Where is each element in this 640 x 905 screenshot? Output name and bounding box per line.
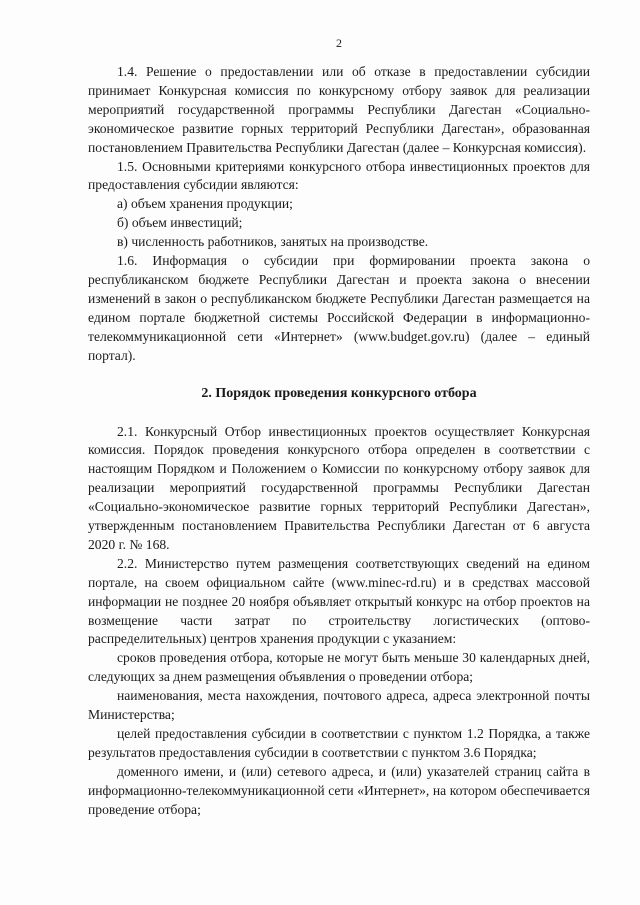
announcement-item: целей предоставления субсидии в соответствии с пунктом 1.2 Порядка, а также результатов предоставления субсидии в соответствии с пунктом 3.6 Порядка; bbox=[88, 726, 590, 760]
page-number: 2 bbox=[336, 36, 342, 50]
paragraph-2-1: 2.1. Конкурсный Отбор инвестиционных проектов осуществляет Конкурсная комиссия. Порядок проведения конкурсного отбора определен в соответствии с настоящим Порядком и Положением о Комиссии по конкурсному отбору заявок для реализации мероприятий государственной программы Республики Дагестан «Социально-экономическое развитие горных территорий Республики Дагестан», утвержденным постановлением Правительства Республики Дагестан от 6 августа 2020 г. № 168. bbox=[88, 423, 590, 552]
criterion-item: а) объем хранения продукции; bbox=[117, 196, 293, 212]
announcement-item: сроков проведения отбора, которые не могут быть меньше 30 календарных дней, следующих за днем размещения объявления о проведении отбора; bbox=[88, 650, 590, 685]
criterion-item: б) объем инвестиций; bbox=[117, 215, 243, 231]
announcement-item: наименования, места нахождения, почтового адреса, адреса электронной почты Министерства; bbox=[88, 688, 590, 723]
paragraph-1-6: 1.6. Информация о субсидии при формировании проекта закона о республиканском бюджете Республики Дагестан и проекта закона о внесении изменений в закон о республиканском бюджете Республики Дагестан размещается на едином портале бюджетной системы Российской Федерации в информационно-телекоммуникационной сети «Интернет» (www.budget.gov.ru) (далее – единый портал). bbox=[88, 253, 590, 363]
paragraph-1-4: 1.4. Решение о предоставлении или об отказе в предоставлении субсидии принимает Конкурсная комиссия по конкурсному отбору заявок для реализации мероприятий государственной программы Республики Дагестан «Социально-экономическое развитие горных территорий Республики Дагестан», образованная постановлением Правительства Республики Дагестан (далее – Конкурсная комиссия). bbox=[88, 64, 590, 155]
criterion-item: в) численность работников, занятых на производстве. bbox=[117, 234, 429, 250]
paragraph-1-5: 1.5. Основными критериями конкурсного отбора инвестиционных проектов для предоставления субсидии являются: bbox=[88, 158, 590, 193]
announcement-item: доменного имени, и (или) сетевого адреса, и (или) указателей страниц сайта в информационно-телекоммуникационной сети «Интернет», на котором обеспечивается проведение отбора; bbox=[88, 763, 590, 817]
section-heading: 2. Порядок проведения конкурсного отбора bbox=[201, 385, 477, 401]
paragraph-2-2: 2.2. Министерство путем размещения соответствующих сведений на едином портале, на своем официальном сайте (www.minec-rd.ru) и в средствах массовой информации не позднее 20 ноября объявляет открытый конкурс на отбор проектов на возмещение части затрат по строительству логистических (оптово-распределительных) центров хранения продукции с указанием: bbox=[88, 555, 590, 647]
